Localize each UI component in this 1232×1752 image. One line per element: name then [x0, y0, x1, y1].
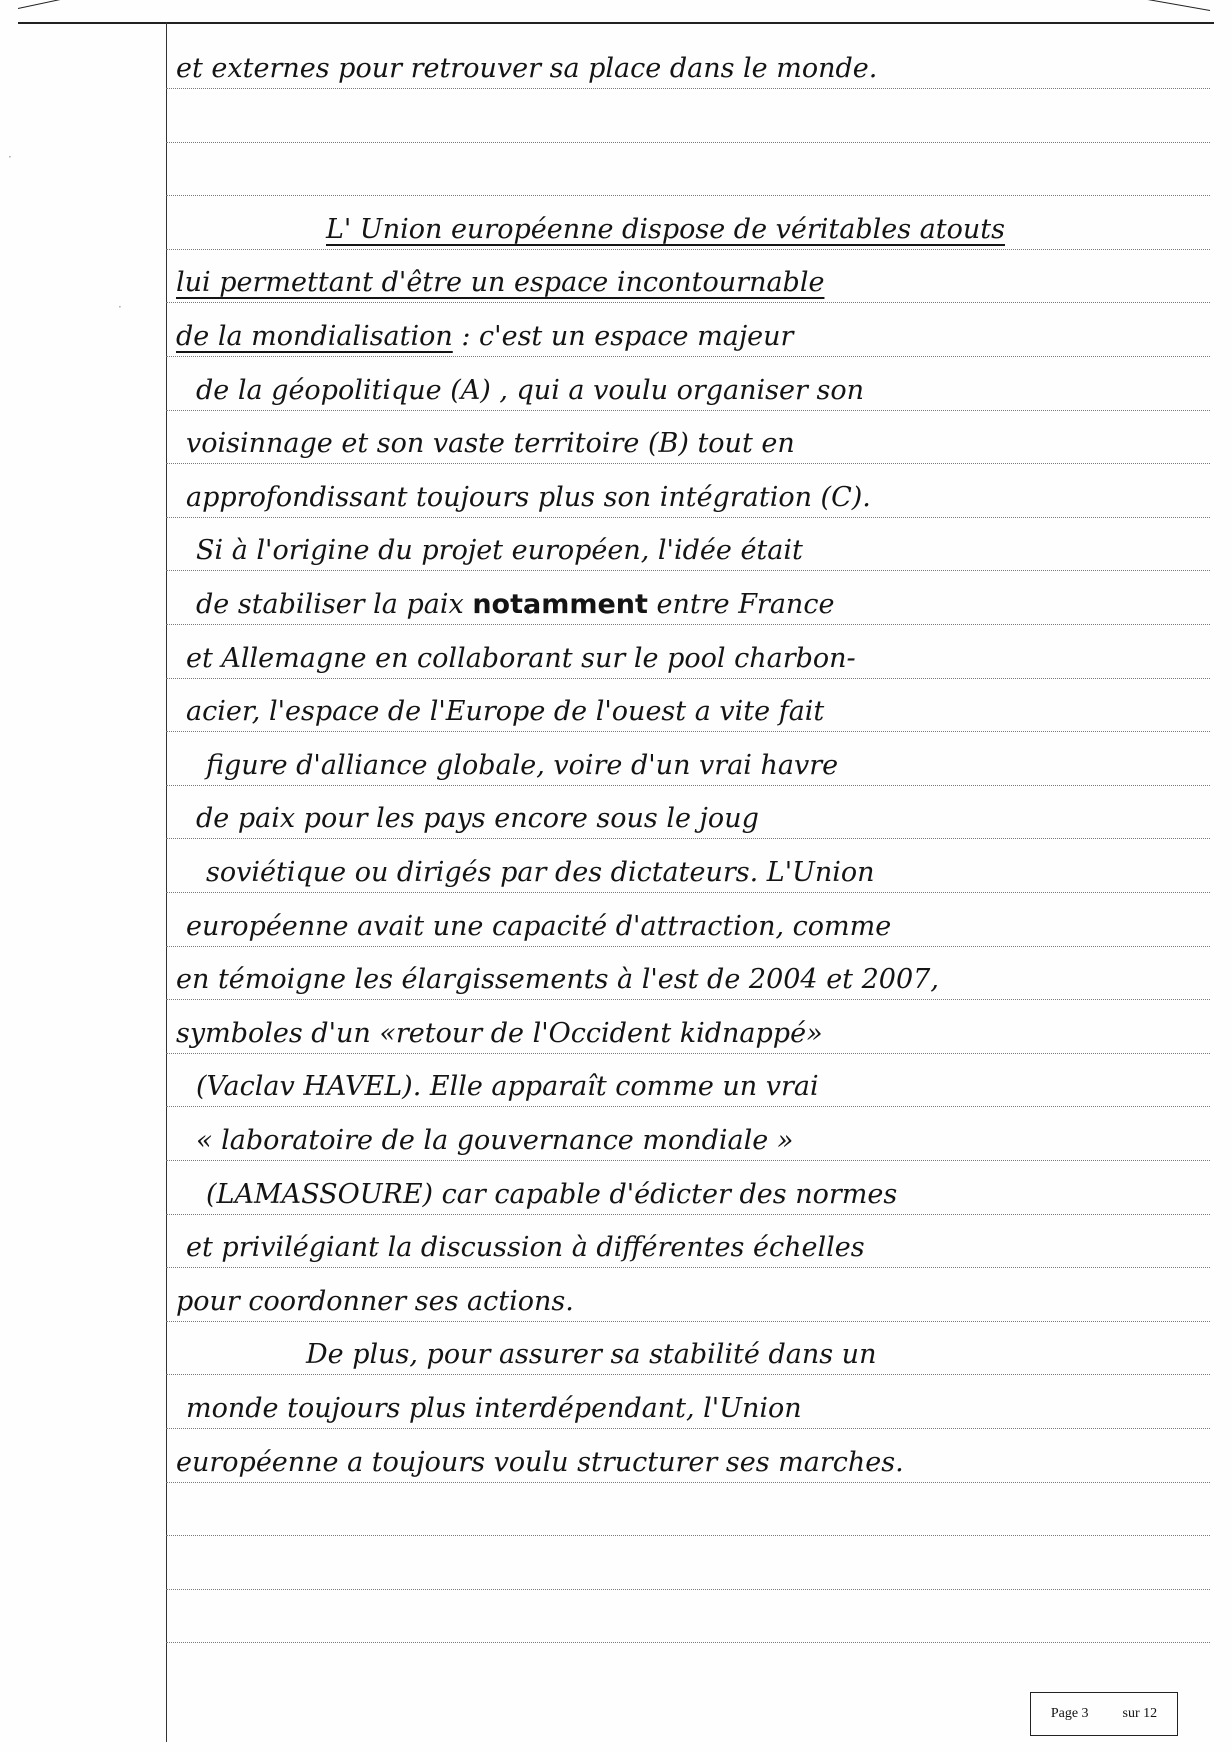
bold-word: notamment — [472, 589, 648, 620]
text-line — [166, 1225, 1230, 1271]
line-text: (Vaclav HAVEL). Elle apparaît comme un vrai — [196, 1071, 819, 1102]
text-line — [166, 368, 1232, 414]
top-left-stroke — [18, 0, 77, 9]
line-text: Si à l'origine du projet européen, l'idée était — [196, 535, 803, 566]
top-right-stroke — [1141, 0, 1210, 11]
text-line — [166, 582, 1232, 628]
text-line — [166, 904, 1230, 950]
line-text: et privilégiant la discussion à différentes échelles — [186, 1232, 865, 1263]
line-text: lui permettant d'être un espace incontournable — [176, 267, 825, 298]
line-text: « laboratoire de la gouvernance mondiale » — [196, 1125, 794, 1156]
line-text: acier, l'espace de l'Europe de l'ouest a vite fait — [186, 696, 825, 727]
line-text: (LAMASSOURE) car capable d'édicter des normes — [206, 1179, 898, 1210]
line-text: : c'est un espace majeur — [452, 321, 794, 352]
ruled-line — [166, 1642, 1210, 1643]
line-text: pour coordonner ses actions. — [176, 1286, 574, 1317]
ruled-line — [166, 1589, 1210, 1590]
top-border-rule — [18, 22, 1214, 24]
line-text: De plus, pour assurer sa stabilité dans un — [306, 1339, 877, 1370]
text-line — [166, 421, 1230, 467]
line-text: monde toujours plus interdépendant, l'Union — [186, 1393, 802, 1424]
text-line — [166, 1440, 1220, 1486]
line-text: en témoigne les élargissements à l'est de 2004 et 2007, — [176, 964, 939, 995]
text-line — [166, 743, 1232, 789]
scan-speck: · — [118, 300, 122, 314]
text-line — [166, 46, 1220, 92]
text-line — [166, 689, 1230, 735]
line-text: entre France — [647, 589, 835, 620]
line-text: européenne a toujours voulu structurer ses marches. — [176, 1447, 904, 1478]
line-text: figure d'alliance globale, voire d'un vrai havre — [206, 750, 839, 781]
text-line — [166, 207, 1232, 253]
text-line — [166, 260, 1220, 306]
line-text: et Allemagne en collaborant sur le pool charbon- — [186, 643, 856, 674]
line-text: L' Union européenne dispose de véritables atouts — [326, 214, 1005, 245]
line-text: européenne avait une capacité d'attraction, comme — [186, 911, 892, 942]
line-text: et externes pour retrouver sa place dans le monde. — [176, 53, 878, 84]
text-line — [166, 314, 1220, 360]
text-line — [166, 1386, 1230, 1432]
text-line — [166, 850, 1232, 896]
text-line — [166, 100, 1220, 146]
text-line — [166, 1172, 1232, 1218]
text-line — [166, 475, 1230, 521]
text-line — [166, 1118, 1232, 1164]
line-text: de paix pour les pays encore sous le joug — [196, 803, 759, 834]
underlined-phrase: de la mondialisation — [176, 321, 453, 352]
text-line — [166, 796, 1232, 842]
scan-speck: · — [8, 150, 12, 164]
line-text: approfondissant toujours plus son intégration (C). — [186, 482, 871, 513]
text-line — [166, 1011, 1220, 1057]
text-line — [166, 153, 1220, 199]
line-text: de la géopolitique (A) , qui a voulu organiser son — [196, 375, 864, 406]
line-text: voisinnage et son vaste territoire (B) tout en — [186, 428, 795, 459]
page-number-box — [1030, 1692, 1178, 1736]
line-text: symboles d'un «retour de l'Occident kidnappé» — [176, 1018, 823, 1049]
page-total-label: sur 12 — [1122, 1706, 1158, 1721]
text-line — [166, 1279, 1220, 1325]
text-line — [166, 1332, 1232, 1378]
page-label: Page 3 — [1050, 1706, 1089, 1721]
text-line — [166, 1064, 1232, 1110]
line-text: soviétique ou dirigés par des dictateurs. L'Union — [206, 857, 875, 888]
text-line — [166, 528, 1232, 574]
ruled-line — [166, 1535, 1210, 1536]
text-line — [166, 636, 1230, 682]
text-line — [166, 957, 1220, 1003]
line-text: de stabiliser la paix — [196, 589, 473, 620]
